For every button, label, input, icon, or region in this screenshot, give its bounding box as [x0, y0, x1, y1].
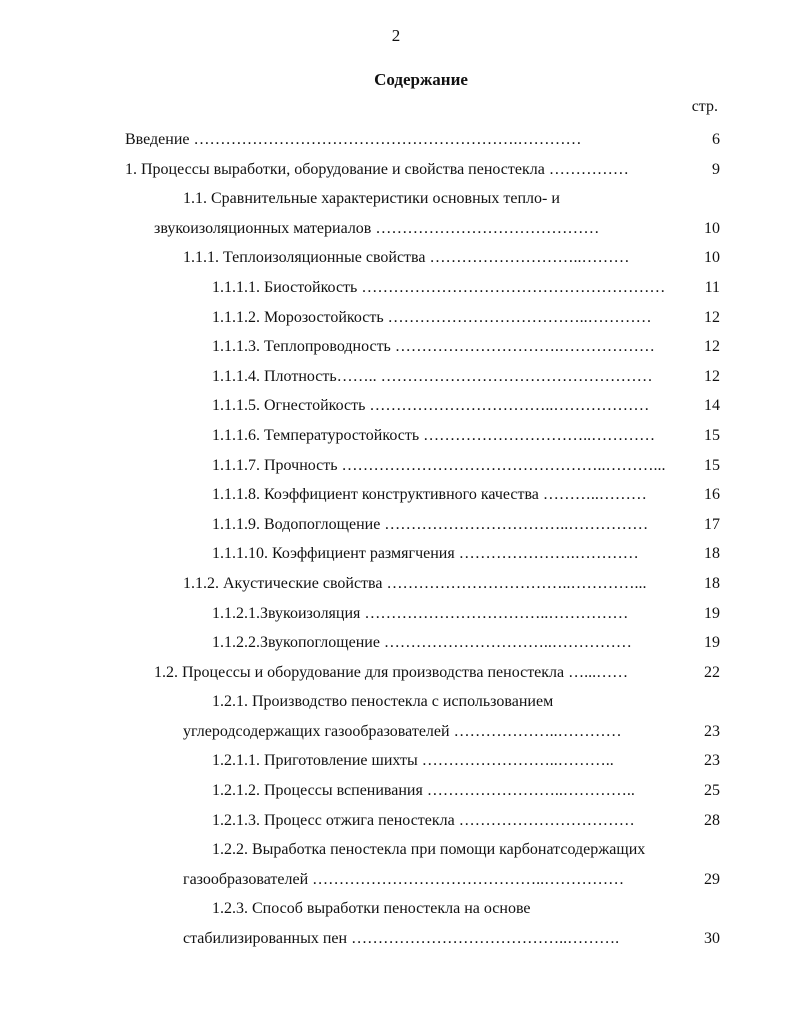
toc-entry-page: 9	[712, 160, 720, 178]
toc-entry-page: 25	[704, 782, 720, 800]
toc-entry-title: 1.1.1.3. Теплопроводность ………………………….………………	[212, 338, 655, 356]
toc-entry[interactable]	[0, 362, 792, 392]
page-column-label: стр.	[691, 98, 718, 115]
toc-entry-page: 22	[704, 663, 720, 681]
toc-entry-title: 1.1.1.1. Биостойкость …………………………………………………	[212, 278, 666, 296]
toc-entry-page: 18	[704, 574, 720, 592]
toc-entry-title: 1.1.1.2. Морозостойкость ………………………………..…………	[212, 308, 652, 326]
toc-entry-page: 12	[704, 338, 720, 356]
toc-entry-page: 15	[704, 456, 720, 474]
toc-entry[interactable]	[0, 480, 792, 510]
toc-entry[interactable]	[0, 776, 792, 806]
toc-entry-page: 15	[704, 426, 720, 444]
toc-entry-title: 1.1.1.4. Плотность…….. ……………………………………………	[212, 367, 653, 385]
toc-entry[interactable]	[0, 806, 792, 836]
toc-entry-heading: 1.1. Сравнительные характеристики основных тепло- и	[183, 190, 560, 208]
toc-entry[interactable]	[0, 569, 792, 599]
toc-entry[interactable]	[0, 628, 792, 658]
toc-entry-page: 30	[704, 930, 720, 948]
toc-entry[interactable]	[0, 125, 792, 155]
toc-entry[interactable]	[0, 421, 792, 451]
toc-entry[interactable]	[0, 687, 792, 746]
toc-entry[interactable]	[0, 835, 792, 894]
toc-entry-title: 1.1.1.7. Прочность …………………………………………..………...	[212, 456, 666, 474]
toc-entry-page: 14	[704, 397, 720, 415]
toc-entry-page: 23	[704, 722, 720, 740]
toc-entry-title: углеродсодержащих газообразователей ………………..…………	[183, 722, 622, 740]
toc-entry-page: 29	[704, 870, 720, 888]
toc-entry-page: 10	[704, 249, 720, 267]
toc-entry-page: 6	[712, 131, 720, 148]
toc-entry-heading: 1.2.1. Производство пеностекла с использованием	[212, 693, 554, 711]
toc-entry-page: 12	[704, 308, 720, 326]
toc-entry-title: 1.1.2.1.Звукоизоляция ……………………………..……………	[212, 604, 629, 622]
toc-entry[interactable]	[0, 599, 792, 629]
toc-entry-page: 23	[704, 752, 720, 770]
toc-entry[interactable]	[0, 451, 792, 481]
toc-entry-title: Введение …………………………………………………….…………	[125, 131, 582, 148]
toc-entry[interactable]	[0, 303, 792, 333]
toc-entry-page: 16	[704, 486, 720, 504]
toc-entry-title: 1.1.1.5. Огнестойкость ……………………………..………………	[212, 397, 650, 415]
toc-entry-title: 1.1.1. Теплоизоляционные свойства ………………………..………	[183, 249, 630, 267]
toc-entry[interactable]	[0, 539, 792, 569]
toc-entry[interactable]	[0, 894, 792, 953]
toc-entry[interactable]	[0, 155, 792, 185]
toc-entry-title: 1.1.1.6. Температуростойкость …………………………..…………	[212, 426, 656, 444]
toc-title: Содержание	[374, 70, 468, 89]
toc-entry-heading: 1.2.2. Выработка пеностекла при помощи карбонатсодержащих	[212, 841, 646, 859]
toc-entry-title: 1. Процессы выработки, оборудование и свойства пеностекла ……………	[125, 160, 629, 178]
toc-entry[interactable]	[0, 658, 792, 688]
toc-entry-heading: 1.2.3. Способ выработки пеностекла на основе	[212, 900, 531, 918]
toc-entry[interactable]	[0, 273, 792, 303]
toc-entry-title: стабилизированных пен …………………………………..……….	[183, 930, 620, 948]
toc-entry-page: 10	[704, 219, 720, 237]
toc-entry[interactable]	[0, 746, 792, 776]
table-of-contents	[0, 125, 792, 954]
toc-entry-title: 1.2.1.2. Процессы вспенивания ……………………..…………..	[212, 782, 635, 800]
toc-entry[interactable]	[0, 184, 792, 243]
toc-entry-title: газообразователей ……………………………………..……………	[183, 870, 625, 888]
toc-entry-title: 1.1.1.8. Коэффициент конструктивного качества ………..………	[212, 486, 647, 504]
toc-entry[interactable]	[0, 243, 792, 273]
toc-entry-title: 1.2.1.3. Процесс отжига пеностекла ……………………………	[212, 811, 635, 829]
toc-entry-page: 17	[704, 515, 720, 533]
toc-entry[interactable]	[0, 510, 792, 540]
toc-entry[interactable]	[0, 391, 792, 421]
toc-entry-page: 11	[704, 278, 720, 296]
toc-entry[interactable]	[0, 332, 792, 362]
toc-entry-title: 1.1.1.10. Коэффициент размягчения ………………….…………	[212, 545, 639, 563]
toc-entry-title: 1.2. Процессы и оборудование для производства пеностекла …...……	[154, 663, 629, 681]
toc-entry-title: звукоизоляционных материалов ……………………………………	[154, 219, 600, 237]
toc-entry-title: 1.1.2.2.Звукопоглощение …………………………..……………	[212, 634, 632, 652]
toc-entry-page: 12	[704, 367, 720, 385]
toc-entry-page: 19	[704, 604, 720, 622]
toc-entry-page: 19	[704, 634, 720, 652]
toc-entry-title: 1.2.1.1. Приготовление шихты ……………………..………..	[212, 752, 614, 770]
toc-entry-page: 18	[704, 545, 720, 563]
toc-entry-title: 1.1.1.9. Водопоглощение ……………………………..……………	[212, 515, 649, 533]
page-number: 2	[391, 26, 401, 45]
toc-entry-page: 28	[704, 811, 720, 829]
toc-entry-title: 1.1.2. Акустические свойства ……………………………..…………...	[183, 574, 647, 592]
